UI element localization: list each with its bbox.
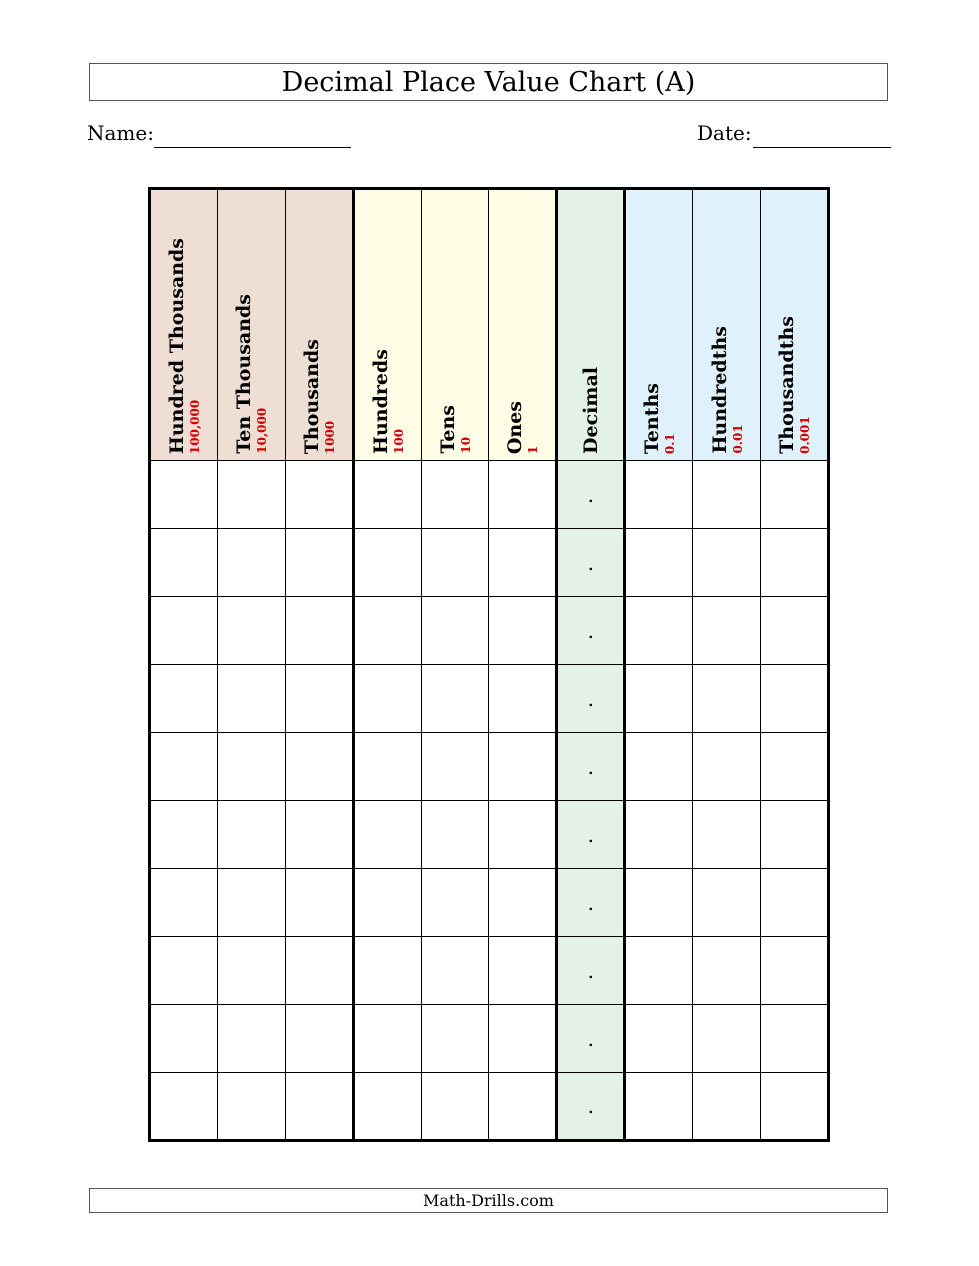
- digit-cell[interactable]: [217, 529, 285, 597]
- digit-cell[interactable]: [693, 1073, 761, 1141]
- chart-row: [150, 1005, 829, 1073]
- decimal-point-cell: [557, 529, 625, 597]
- column-place-value: 1000: [322, 420, 337, 454]
- digit-cell[interactable]: [217, 597, 285, 665]
- digit-cell[interactable]: [489, 937, 557, 1005]
- chart-body: [150, 461, 829, 1141]
- name-label: Name:: [87, 121, 154, 145]
- digit-cell[interactable]: [150, 461, 218, 529]
- digit-cell[interactable]: [761, 461, 829, 529]
- digit-cell[interactable]: [625, 937, 693, 1005]
- digit-cell[interactable]: [625, 665, 693, 733]
- digit-cell[interactable]: [285, 733, 353, 801]
- digit-cell[interactable]: [761, 937, 829, 1005]
- digit-cell[interactable]: [353, 937, 421, 1005]
- column-header-decimal: [557, 189, 625, 461]
- digit-cell[interactable]: [489, 1073, 557, 1141]
- digit-cell[interactable]: [421, 869, 489, 937]
- decimal-point-cell: [557, 937, 625, 1005]
- digit-cell[interactable]: [625, 1073, 693, 1141]
- column-place-value: 0.001: [798, 416, 812, 454]
- digit-cell[interactable]: [285, 801, 353, 869]
- column-name: Hundredths: [708, 326, 731, 454]
- digit-cell[interactable]: [150, 529, 218, 597]
- column-name: Ten Thousands: [233, 294, 256, 454]
- digit-cell[interactable]: [353, 1005, 421, 1073]
- column-header-tens: [421, 189, 489, 461]
- place-value-chart: [148, 187, 830, 1142]
- decimal-point: .: [587, 550, 594, 575]
- digit-cell[interactable]: [150, 665, 218, 733]
- digit-cell[interactable]: [421, 529, 489, 597]
- chart-row: [150, 461, 829, 529]
- digit-cell[interactable]: [625, 461, 693, 529]
- digit-cell[interactable]: [285, 529, 353, 597]
- digit-cell[interactable]: [489, 665, 557, 733]
- digit-cell[interactable]: [761, 869, 829, 937]
- digit-cell[interactable]: [353, 597, 421, 665]
- digit-cell[interactable]: [150, 937, 218, 1005]
- digit-cell[interactable]: [693, 461, 761, 529]
- column-header-ones: [489, 189, 557, 461]
- column-name: Decimal: [579, 367, 602, 454]
- column-name: Tenths: [641, 382, 664, 454]
- digit-cell[interactable]: [217, 801, 285, 869]
- column-name: Hundreds: [369, 349, 392, 454]
- chart-row: [150, 665, 829, 733]
- digit-cell[interactable]: [353, 461, 421, 529]
- worksheet-title: [89, 63, 888, 101]
- digit-cell[interactable]: [421, 665, 489, 733]
- decimal-point-cell: [557, 1005, 625, 1073]
- column-name: Thousands: [300, 338, 323, 454]
- digit-cell[interactable]: [217, 869, 285, 937]
- digit-cell[interactable]: [150, 1005, 218, 1073]
- decimal-point: .: [587, 822, 594, 847]
- digit-cell[interactable]: [217, 937, 285, 1005]
- decimal-point-cell: [557, 869, 625, 937]
- digit-cell[interactable]: [421, 1005, 489, 1073]
- column-header-thousandths: [761, 189, 829, 461]
- date-label: Date:: [697, 121, 752, 145]
- column-place-value: 100,000: [187, 399, 202, 454]
- column-place-value: 100: [391, 428, 406, 454]
- worksheet-title-text: Decimal Place Value Chart (A): [281, 66, 696, 98]
- digit-cell[interactable]: [625, 597, 693, 665]
- column-header-ten-thousands: [217, 189, 285, 461]
- column-place-value: 0.1: [663, 433, 678, 454]
- digit-cell[interactable]: [489, 869, 557, 937]
- digit-cell[interactable]: [150, 597, 218, 665]
- digit-cell[interactable]: [150, 801, 218, 869]
- column-name: Thousandths: [776, 316, 798, 454]
- chart-row: [150, 937, 829, 1005]
- digit-cell[interactable]: [761, 801, 829, 869]
- column-header-thousands: [285, 189, 353, 461]
- column-place-value: 10: [459, 437, 473, 454]
- chart-row: [150, 733, 829, 801]
- digit-cell[interactable]: [489, 461, 557, 529]
- digit-cell[interactable]: [285, 869, 353, 937]
- digit-cell[interactable]: [217, 733, 285, 801]
- name-line[interactable]: [154, 147, 351, 148]
- digit-cell[interactable]: [625, 869, 693, 937]
- decimal-point: .: [587, 482, 594, 507]
- digit-cell[interactable]: [489, 597, 557, 665]
- digit-cell[interactable]: [761, 529, 829, 597]
- digit-cell[interactable]: [761, 1073, 829, 1141]
- digit-cell[interactable]: [761, 665, 829, 733]
- digit-cell[interactable]: [489, 1005, 557, 1073]
- column-header-tenths: [625, 189, 693, 461]
- date-line[interactable]: [753, 147, 891, 148]
- decimal-point: .: [587, 754, 594, 779]
- digit-cell[interactable]: [353, 529, 421, 597]
- digit-cell[interactable]: [150, 869, 218, 937]
- digit-cell[interactable]: [285, 937, 353, 1005]
- column-name: Hundred Thousands: [165, 237, 188, 454]
- digit-cell[interactable]: [353, 801, 421, 869]
- digit-cell[interactable]: [421, 461, 489, 529]
- digit-cell[interactable]: [353, 665, 421, 733]
- digit-cell[interactable]: [285, 665, 353, 733]
- chart-row: [150, 801, 829, 869]
- digit-cell[interactable]: [217, 1005, 285, 1073]
- digit-cell[interactable]: [421, 937, 489, 1005]
- digit-cell[interactable]: [693, 937, 761, 1005]
- column-header-hundreds: [353, 189, 421, 461]
- digit-cell[interactable]: [421, 801, 489, 869]
- chart-row: [150, 869, 829, 937]
- digit-cell[interactable]: [285, 1073, 353, 1141]
- column-name: Tens: [437, 405, 459, 454]
- digit-cell[interactable]: [217, 665, 285, 733]
- digit-cell[interactable]: [693, 733, 761, 801]
- column-header-hundredths: [693, 189, 761, 461]
- column-name: Ones: [504, 400, 527, 454]
- header-row: [150, 189, 829, 461]
- decimal-point-cell: [557, 1073, 625, 1141]
- chart-row: [150, 597, 829, 665]
- digit-cell[interactable]: [285, 1005, 353, 1073]
- decimal-point: .: [587, 618, 594, 643]
- decimal-point: .: [587, 1094, 594, 1118]
- digit-cell[interactable]: [625, 801, 693, 869]
- digit-cell[interactable]: [489, 529, 557, 597]
- digit-cell[interactable]: [353, 869, 421, 937]
- digit-cell[interactable]: [150, 733, 218, 801]
- digit-cell[interactable]: [761, 1005, 829, 1073]
- column-place-value: 0.01: [730, 424, 745, 454]
- digit-cell[interactable]: [761, 597, 829, 665]
- column-place-value: 10,000: [255, 408, 270, 454]
- chart-row: [150, 529, 829, 597]
- digit-cell[interactable]: [353, 1073, 421, 1141]
- digit-cell[interactable]: [421, 597, 489, 665]
- column-header-hundred-thousands: [150, 189, 218, 461]
- footer: [89, 1188, 888, 1213]
- decimal-point-cell: [557, 665, 625, 733]
- digit-cell[interactable]: [625, 529, 693, 597]
- decimal-point: .: [587, 1026, 594, 1051]
- digit-cell[interactable]: [421, 1073, 489, 1141]
- decimal-point-cell: [557, 733, 625, 801]
- decimal-point: .: [587, 890, 594, 915]
- digit-cell[interactable]: [693, 1005, 761, 1073]
- digit-cell[interactable]: [693, 801, 761, 869]
- digit-cell[interactable]: [285, 597, 353, 665]
- footer-text: Math-Drills.com: [423, 1191, 554, 1210]
- digit-cell[interactable]: [761, 733, 829, 801]
- decimal-point: .: [587, 958, 594, 983]
- column-place-value: 1: [526, 445, 541, 454]
- digit-cell[interactable]: [285, 461, 353, 529]
- digit-cell[interactable]: [693, 665, 761, 733]
- digit-cell[interactable]: [150, 1073, 218, 1141]
- digit-cell[interactable]: [693, 869, 761, 937]
- digit-cell[interactable]: [625, 733, 693, 801]
- decimal-point: .: [587, 686, 594, 711]
- digit-cell[interactable]: [625, 1005, 693, 1073]
- chart-row: [150, 1073, 829, 1141]
- digit-cell[interactable]: [693, 529, 761, 597]
- digit-cell[interactable]: [421, 733, 489, 801]
- digit-cell[interactable]: [353, 733, 421, 801]
- decimal-point-cell: [557, 461, 625, 529]
- digit-cell[interactable]: [693, 597, 761, 665]
- digit-cell[interactable]: [489, 733, 557, 801]
- digit-cell[interactable]: [217, 1073, 285, 1141]
- decimal-point-cell: [557, 801, 625, 869]
- digit-cell[interactable]: [489, 801, 557, 869]
- digit-cell[interactable]: [217, 461, 285, 529]
- decimal-point-cell: [557, 597, 625, 665]
